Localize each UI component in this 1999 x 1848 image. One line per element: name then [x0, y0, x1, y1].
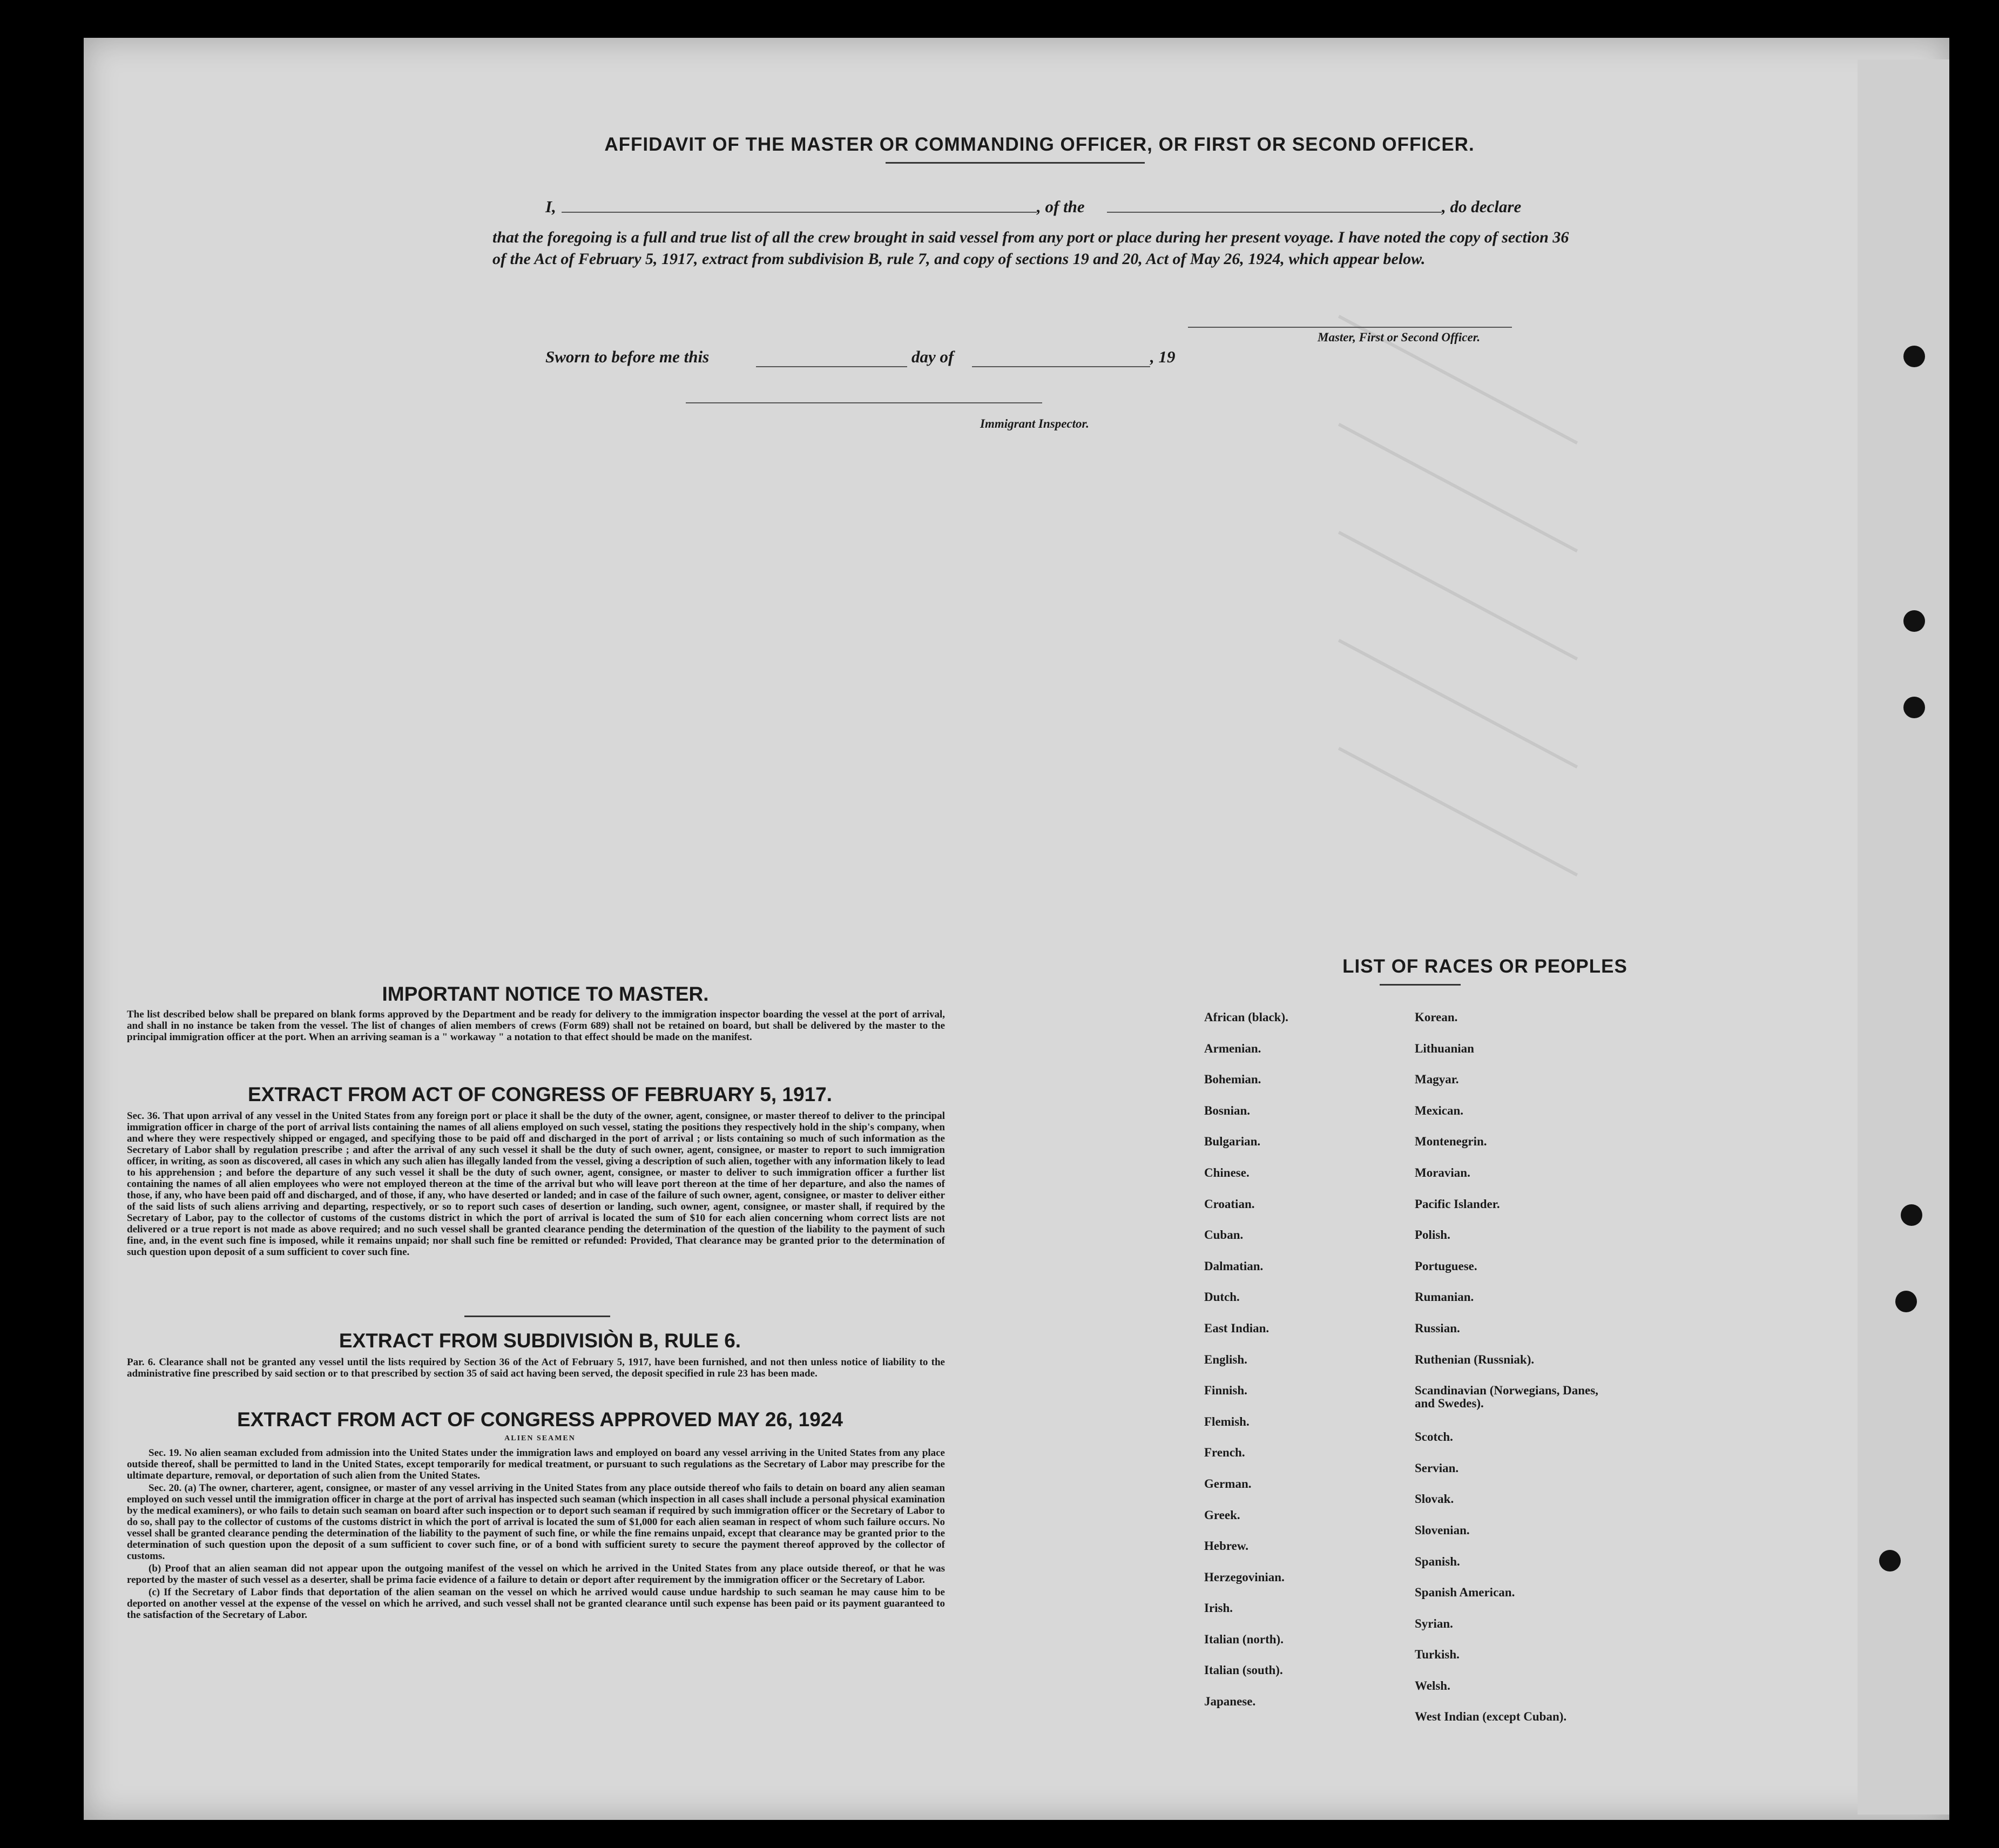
race-item: Irish. [1204, 1601, 1233, 1615]
sec20b-paragraph: (b) Proof that an alien seaman did not appear upon the outgoing manifest of the vessel on which he arrived in the United States from any place outside thereof, or that he was reported by the master of such vessel as a deserter, shall be prima facie evidence of a failure to detain or deport after requirement by the immigration officer or the Secretary of Labor. [127, 1563, 945, 1586]
race-item: German. [1204, 1476, 1252, 1490]
sworn-day-of: day of [911, 347, 954, 366]
affidavit-of-the-label: , of the [1037, 197, 1085, 216]
race-item: Magyar. [1415, 1073, 1459, 1087]
affidavit-declare-label: , do declare [1442, 197, 1522, 216]
race-item: English. [1204, 1352, 1247, 1366]
name-fill-line [562, 212, 1037, 213]
race-item: Spanish. [1415, 1554, 1460, 1568]
signature-line [1188, 327, 1512, 328]
race-item: Greek. [1204, 1508, 1240, 1522]
race-item: Syrian. [1415, 1616, 1453, 1630]
race-item: Servian. [1415, 1461, 1459, 1475]
race-item: Flemish. [1204, 1414, 1250, 1428]
month-fill-line [972, 366, 1150, 367]
heading-rule [886, 162, 1145, 164]
race-item: Moravian. [1415, 1165, 1470, 1179]
race-item: Slovenian. [1415, 1523, 1470, 1537]
race-item: Japanese. [1204, 1695, 1256, 1709]
extract-1924-subheading: ALIEN SEAMEN [504, 1434, 576, 1442]
extract-1917-heading: EXTRACT FROM ACT OF CONGRESS OF FEBRUARY 5, 1917. [247, 1083, 833, 1105]
binder-hole [1903, 697, 1925, 718]
race-item: Russian. [1415, 1321, 1460, 1335]
races-heading: LIST OF RACES OR PEOPLES [1342, 956, 1627, 977]
affidavit-i-label: I, [545, 197, 556, 216]
race-item: East Indian. [1204, 1321, 1269, 1335]
affidavit-heading: AFFIDAVIT OF THE MASTER OR COMMANDING OFFICER, OR FIRST OR SECOND OFFICER. [604, 134, 1475, 155]
sworn-year: , 19 [1150, 347, 1176, 366]
race-item: Dutch. [1204, 1290, 1240, 1304]
binder-hole [1901, 1204, 1922, 1226]
binder-hole [1903, 610, 1925, 632]
race-item: Italian (north). [1204, 1632, 1284, 1646]
notice-body: The list described below shall be prepared on blank forms approved by the Department and be ready for delivery to the immigration inspector boarding the vessel at the port of arrival, and shall in no instance be taken from the vessel. The list of changes of alien members of crews (Form 689) shall not be retained on board, but shall be delivered by the master to the principal immigration officer at the port. When an arriving seaman is a " workaway " a notation to that effect should be made on the manifest. [127, 1009, 945, 1043]
race-item: Scotch. [1415, 1430, 1453, 1444]
race-item: Finnish. [1204, 1384, 1247, 1398]
race-item: Pacific Islander. [1415, 1197, 1500, 1211]
vessel-fill-line [1107, 212, 1442, 213]
race-item: Rumanian. [1415, 1290, 1474, 1304]
race-item: Dalmatian. [1204, 1259, 1264, 1273]
day-fill-line [756, 366, 907, 367]
race-item: Hebrew. [1204, 1539, 1248, 1553]
binder-hole [1879, 1550, 1901, 1572]
race-item: Portuguese. [1415, 1259, 1477, 1273]
race-item: Korean. [1415, 1010, 1458, 1024]
race-item: Spanish American. [1415, 1586, 1515, 1600]
extract-1924-body [127, 1447, 945, 1622]
race-item: Turkish. [1415, 1648, 1460, 1662]
race-item: Slovak. [1415, 1492, 1454, 1506]
extract-rule6-body: Par. 6. Clearance shall not be granted any vessel until the lists required by Section 36 of the Act of February 5, 1917, have been furnished, and not then unless notice of liability to the administrative fine prescribed by said section or to that prescribed by section 35 of said act having been served, the deposit specified in rule 23 has been made. [127, 1357, 945, 1379]
races-right-column [1415, 1011, 1620, 1742]
binder-hole [1903, 346, 1925, 367]
extract-1924-heading: EXTRACT FROM ACT OF CONGRESS APPROVED MAY 26, 1924 [237, 1408, 843, 1431]
race-item: Herzegovinian. [1204, 1570, 1285, 1584]
extract-rule6-heading: EXTRACT FROM SUBDIVISIÒN B, RULE 6. [339, 1330, 741, 1352]
sec20a-paragraph: Sec. 20. (a) The owner, charterer, agent, consignee, or master of any vessel arriving in the United States from any place outside thereof who fails to detain on board any alien seaman employed on such vessel until the immigration officer in charge at the port of arrival has inspected such seaman (which inspection in all cases shall include a personal physical examination by the medical examiners), or who fails to detain such seaman on board after such inspection or to deport such seaman if required by such immigration officer or the Secretary of Labor to do so, shall pay to the collector of customs of the customs district in which the port of arrival is located the sum of $1,000 for each alien seaman in respect of whom such failure occurs. No vessel shall be granted clearance pending the determination of the liability to the payment of such fine, or while the fine remains unpaid, except that clearance may be granted prior to the determination of such question upon the deposit of a sum sufficient to cover such fine, or of a bond with sufficient surety to secure the payment thereof approved by the collector of customs. [127, 1482, 945, 1562]
race-item: African (black). [1204, 1010, 1288, 1024]
races-left-column [1204, 1011, 1409, 1726]
race-item: Bosnian. [1204, 1103, 1251, 1117]
inspector-label: Immigrant Inspector. [980, 417, 1089, 430]
affidavit-paragraph: that the foregoing is a full and true list of all the crew brought in said vessel from any port or place during her present voyage. I have noted the copy of section 36 of the Act of February 5, 1917, extract from subdivision B, rule 7, and copy of sections 19 and 20, Act of May 26, 1924, which appear below. [492, 228, 1569, 268]
sec20c-paragraph: (c) If the Secretary of Labor finds that deportation of the alien seaman on the vessel on which he arrived would cause undue hardship to such seaman he may cause him to be deported on another vessel at the expense of the vessel on which he arrived, and such vessel shall not be granted clearance until such expense has been paid or its payment guaranteed to the satisfaction of the Secretary of Labor. [127, 1587, 945, 1621]
sec19-paragraph: Sec. 19. No alien seaman excluded from admission into the United States under the immigration laws and employed on board any vessel arriving in the United States from any place outside thereof, shall be permitted to land in the United States, except temporarily for medical treatment, or pursuant to such regulations as the Secretary of Labor may prescribe for the ultimate departure, removal, or deportation of such alien from the United States. [127, 1447, 945, 1481]
race-item: Mexican. [1415, 1103, 1464, 1117]
race-item: Polish. [1415, 1228, 1450, 1242]
race-item: Scandinavian (Norwegians, Danes, and Swedes). [1415, 1384, 1598, 1411]
master-signature-label: Master, First or Second Officer. [1318, 331, 1481, 344]
race-item: Bohemian. [1204, 1073, 1261, 1087]
notice-heading: IMPORTANT NOTICE TO MASTER. [382, 983, 709, 1005]
race-item: Welsh. [1415, 1678, 1450, 1692]
race-item: West Indian (except Cuban). [1415, 1710, 1567, 1724]
extract-1917-body: Sec. 36. That upon arrival of any vessel in the United States from any foreign port or place it shall be the duty of the owner, agent, consignee, or master thereof to deliver to the principal immigration officer in charge of the port of arrival lists containing the names of all aliens employed on such vessel, stating the positions they respectively hold in the ship's company, when and where they were respectively shipped or engaged, and specifying those to be paid off and discharged in the port of arrival ; or lists containing so much of such information as the Secretary of Labor shall by regulation prescribe ; and after the arrival of any such vessel it shall be the duty of such owner, agent, consignee, or master to report to such immigration officer, in writing, as soon as discovered, all cases in which any such alien has illegally landed from the vessel, giving a description of such alien, together with any information likely to lead to his apprehension ; and before the departure of any such vessel it shall be the duty of such owner, agent, consignee, or master to deliver to such immigration officer a further list containing the names of all alien employees who were not employed thereon at the time of the arrival but who will leave port thereon at the time of her departure, and also the names of those, if any, who have been paid off and discharged, and of those, if any, who have deserted or landed; and in case of the failure of such owner, agent, consignee, or master to deliver either of the said lists of such aliens arriving and departing, respectively, or so to report such cases of desertion or landing, such owner, agent, consignee, or master shall, if required by the Secretary of Labor, pay to the collector of customs of the customs district in which the port of arrival is located the sum of $10 for each alien concerning whom correct lists are not delivered or a true report is not made as above required; and no such vessel shall be granted clearance pending the determination of the question of the liability to the payment of such fine, and, in the event such fine is imposed, while it remains unpaid; nor shall such fine be remitted or refunded: Provided, That clearance may be granted prior to the determination of such question upon deposit of a sum sufficient to cover such fine. [127, 1110, 945, 1258]
section-divider [464, 1316, 610, 1317]
race-item: Montenegrin. [1415, 1135, 1487, 1149]
race-item: Lithuanian [1415, 1041, 1474, 1055]
race-item: Chinese. [1204, 1165, 1250, 1179]
race-item: Ruthenian (Russniak). [1415, 1352, 1535, 1366]
document-edge [1858, 59, 1949, 1815]
sworn-prefix: Sworn to before me this [545, 347, 710, 366]
inspector-signature-line [686, 402, 1042, 403]
race-item: French. [1204, 1446, 1245, 1460]
race-item: Bulgarian. [1204, 1135, 1261, 1149]
heading-rule [1380, 984, 1461, 986]
binder-hole [1895, 1291, 1917, 1312]
race-item: Cuban. [1204, 1228, 1244, 1242]
race-item: Armenian. [1204, 1041, 1261, 1055]
race-item: Italian (south). [1204, 1663, 1283, 1677]
race-item: Croatian. [1204, 1197, 1255, 1211]
